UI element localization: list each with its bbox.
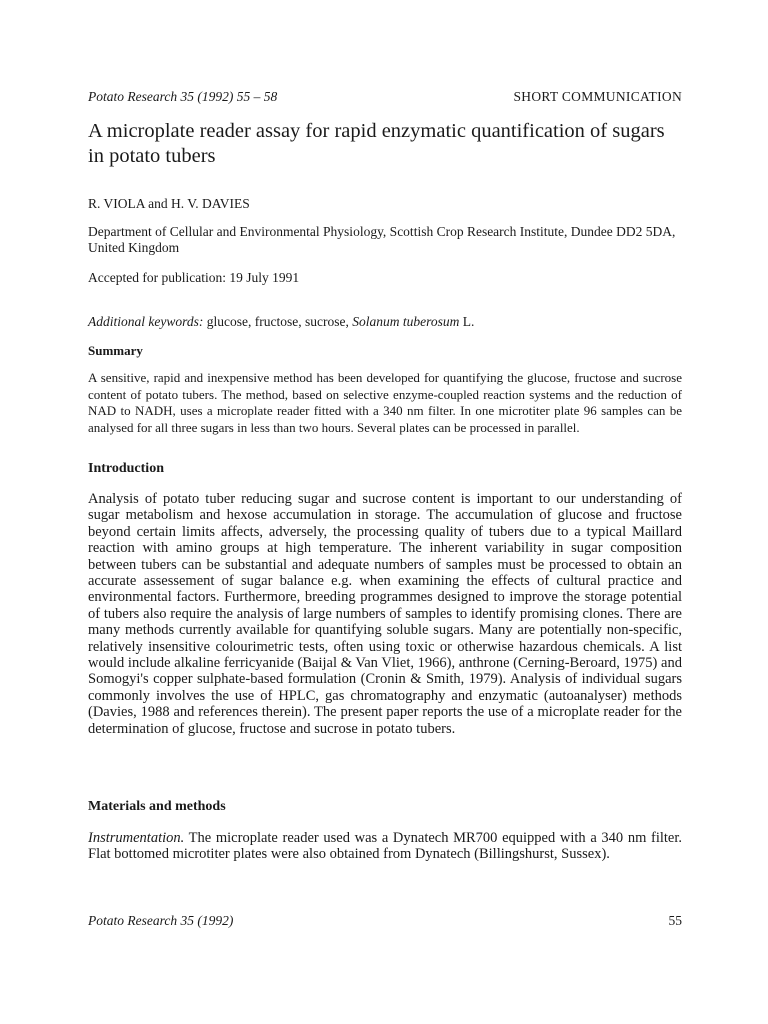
keywords-label: Additional keywords:	[88, 314, 204, 329]
page-number: 55	[668, 913, 682, 928]
summary-text: A sensitive, rapid and inexpensive method has been developed for quantifying the glucose, fructose and sucrose content of potato tubers. The method, based on selective enzyme-coupled reaction systems and the reduction of NAD to NADH, uses a microplate reader fitted with a 340 nm filter. In one microtiter plate 96 samples can be analysed for all three sugars in less than two hours. Several plates can be processed in parallel.	[88, 370, 682, 435]
paper-title: A microplate reader assay for rapid enzymatic quantification of sugars in potato tubers	[88, 120, 665, 167]
instrumentation-text: The microplate reader used was a Dynatech MR700 equipped with a 340 nm filter. Flat bottomed microtiter plates were also obtained from Dynatech (Billingshurst, Sussex).	[88, 830, 683, 863]
paper-page	[88, 0, 682, 1024]
footer-journal: Potato Research 35 (1992)	[88, 913, 234, 928]
keywords-species: Solanum tuberosum	[352, 314, 460, 329]
affiliation: Department of Cellular and Environmental Physiology, Scottish Crop Research Institute, Dundee DD2 5DA, United Kingdom	[88, 224, 676, 255]
instrumentation-paragraph	[88, 830, 682, 863]
materials-methods-heading: Materials and methods	[88, 799, 226, 814]
keywords-text: glucose, fructose, sucrose,	[206, 314, 349, 329]
authors: R. VIOLA and H. V. DAVIES	[88, 196, 250, 211]
introduction-heading: Introduction	[88, 461, 164, 476]
introduction-text: Analysis of potato tuber reducing sugar and sucrose content is important to our understanding of sugar metabolism and hexose accumulation in storage. The accumulation of glucose and fructose beyond certain limits affects, adversely, the processing quality of tubers due to a typical Maillard reaction with amino groups at high temperature. The inherent variability in sugar composition between tubers can be substantial and adequate numbers of samples must be processed to obtain an accurate assessement of sugar balance e.g. when examining the effects of cultural practice and environmental factors. Furthermore, breeding programmes designed to improve the storage potential of tubers also require the analysis of large numbers of samples to identify promising clones. There are many methods currently available for quantifying soluble sugars. Many are potentially non-specific, relatively insensitive colourimetric tests, often using toxic or otherwise hazardous chemicals. A list would include alkaline ferricyanide (Baijal & Van Vliet, 1966), anthrone (Cerning-Beroard, 1975) and Somogyi's copper sulphate-based formulation (Cronin & Smith, 1979). Analysis of individual sugars commonly involves the use of HPLC, gas chromatography and enzymatic (autoanalyser) methods (Davies, 1988 and references therein). The present paper reports the use of a microplate reader for the determination of glucose, fructose and sucrose in potato tubers.	[88, 491, 682, 737]
keywords	[88, 314, 474, 330]
article-type: SHORT COMMUNICATION	[513, 89, 682, 104]
accepted-date: Accepted for publication: 19 July 1991	[88, 270, 300, 285]
keywords-suffix: L.	[462, 314, 475, 329]
summary-heading: Summary	[88, 343, 143, 358]
journal-citation: Potato Research 35 (1992) 55 – 58	[88, 89, 278, 104]
instrumentation-label: Instrumentation.	[88, 830, 185, 846]
